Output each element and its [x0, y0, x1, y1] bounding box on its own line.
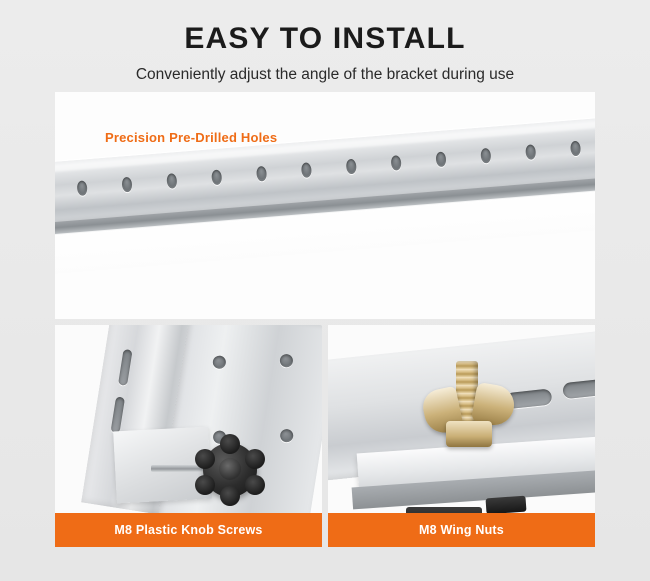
- feature-label-holes: Precision Pre-Drilled Holes: [105, 130, 278, 145]
- bracket-hole: [279, 428, 294, 443]
- page-title: EASY TO INSTALL: [184, 22, 466, 55]
- panel-row: [55, 325, 595, 547]
- knob-lobe: [245, 449, 265, 469]
- knob-lobe: [220, 434, 240, 454]
- panels: [55, 92, 595, 547]
- knob-lobe: [195, 449, 215, 469]
- knob-lobe: [195, 475, 215, 495]
- bracket-slot: [118, 349, 133, 386]
- bracket-hole: [279, 353, 294, 368]
- bracket-slot: [562, 378, 595, 399]
- panel-pre-drilled-holes: [55, 92, 595, 319]
- panel-knob-screws: [55, 325, 322, 547]
- bracket-slot: [111, 396, 126, 433]
- perforated-bar-illustration: [55, 92, 595, 319]
- knob-lobe: [220, 486, 240, 506]
- page-subtitle: Conveniently adjust the angle of the bracket during use: [135, 65, 515, 83]
- wing-nut-body: [446, 421, 492, 447]
- header: [0, 0, 650, 84]
- knob-lobe: [245, 475, 265, 495]
- caption-wing-nuts: M8 Wing Nuts: [328, 513, 595, 547]
- rubber-pad: [485, 496, 526, 515]
- plastic-knob-screw: [203, 443, 257, 497]
- panel-wing-nuts: [328, 325, 595, 547]
- bracket-hole: [212, 355, 227, 370]
- caption-knob-screws: M8 Plastic Knob Screws: [55, 513, 322, 547]
